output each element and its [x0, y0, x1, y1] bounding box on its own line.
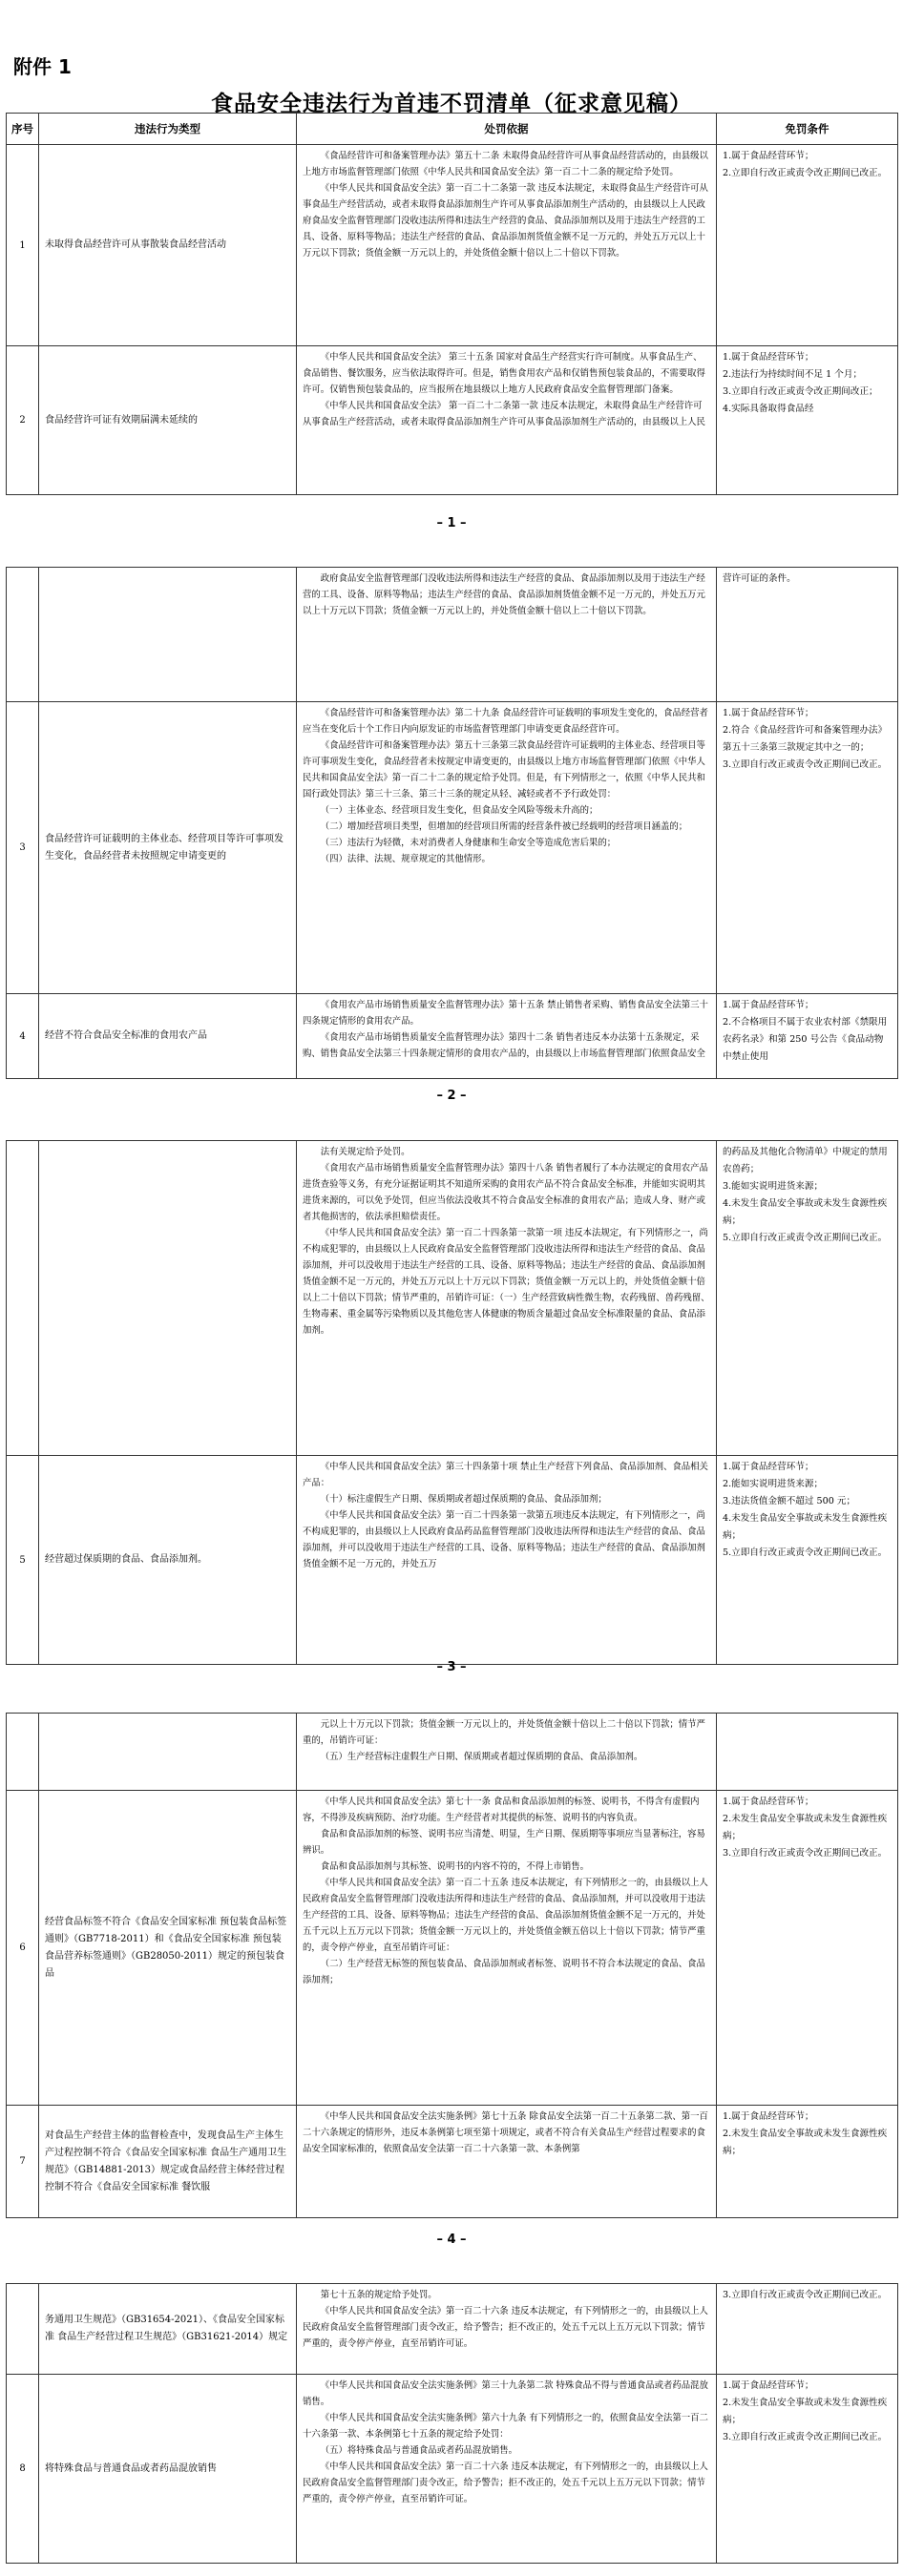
exemption-conditions-cell: [717, 145, 898, 346]
basis-paragraph: 《食品经营许可和备案管理办法》第二十九条 食品经营许可证载明的事项发生变化的，食品经营者应当在变化后十个工作日内向原发证的市场监督管理部门申请变更食品经营许可。: [303, 708, 708, 735]
violation-type-cell: 务通用卫生规范》（GB31654-2021）、《食品安全国家标准 食品生产经营过程卫生规范》（GB31621-2014）规定: [39, 2284, 297, 2375]
violation-type-cell: [39, 568, 297, 702]
table-page-4: [6, 1713, 898, 2218]
condition-item: 5.立即自行改正或责令改正期间已改正。: [723, 1233, 888, 1243]
penalty-basis-cell: [297, 346, 717, 495]
exemption-conditions-cell: [717, 2284, 898, 2375]
basis-paragraph: 《中华人民共和国食品安全法》第一百二十四条第一款第五项违反本法规定，有下列情形之一，尚不构成犯罪的，由县级以上人民政府食品药品监督管理部门没收违法所得和违法生产经营的食品、食品添加剂，并可以没收用于违法生产经营的工具、设备、原料等物品；违法生产经营的食品、食品添加剂货值金额不足一万元的，并处五万: [303, 1510, 705, 1569]
table-row: [7, 702, 898, 994]
exemption-conditions-cell: [717, 1456, 898, 1665]
basis-paragraph: （五）生产经营标注虚假生产日期、保质期或者超过保质期的食品、食品添加剂。: [320, 1752, 643, 1762]
basis-paragraph: 《中华人民共和国食品安全法》第一百二十六条 违反本法规定，有下列情形之一的，由县级以上人民政府食品安全监督管理部门责令改正，给予警告；拒不改正的，处五千元以上五万元以下罚款；情节严重的，责令停产停业，直至吊销许可证。: [303, 2306, 708, 2349]
table-page-1: [6, 113, 898, 495]
page-number: – 1 –: [436, 516, 467, 530]
condition-item: 3.立即自行改正或责令改正期间已改正。: [723, 759, 888, 770]
row-index: 6: [7, 1791, 39, 2106]
basis-paragraph: （二）生产经营无标签的预包装食品、食品添加剂或者标签、说明书不符合本法规定的食品、食品添加剂；: [303, 1959, 705, 1985]
row-index: 7: [7, 2106, 39, 2218]
condition-item: 3.违法货值金额不超过 500 元；: [723, 1496, 856, 1506]
table-page-5: [6, 2283, 898, 2564]
document-title: 食品安全违法行为首违不罚清单（征求意见稿）: [211, 92, 692, 116]
basis-paragraph: 《中华人民共和国食品安全法》第一百二十六条 违反本法规定，有下列情形之一的，由县级以上人民政府食品安全监督管理部门责令改正，给予警告；拒不改正的，处五千元以上五万元以下罚款；情节严重的，责令停产停业，直至吊销许可证。: [303, 2462, 708, 2504]
table-row: [7, 1791, 898, 2106]
exemption-conditions-cell: [717, 346, 898, 495]
page-number: – 3 –: [436, 1660, 467, 1674]
violation-type-cell: 食品经营许可证载明的主体业态、经营项目等许可事项发生变化，食品经营者未按照规定申请变更的: [39, 702, 297, 994]
basis-paragraph: 《中华人民共和国食品安全法实施条例》第六十九条 有下列情形之一的，依照食品安全法第一百二十六条第一款、本条例第七十五条的规定给予处罚：: [303, 2413, 708, 2440]
condition-item: 1.属于食品经营环节；: [723, 1000, 814, 1010]
basis-paragraph: 《中华人民共和国食品安全法》第一百二十二条第一款 违反本法规定，未取得食品生产经营许可从事食品生产经营活动，或者未取得食品添加剂生产许可从事食品添加剂生产活动的，由县级以上人民政府食品安全监督管理部门没收违法所得和违法生产经营的食品、食品添加剂以及用于违法生产经营的工具、设备、原料等物品；违法生产经营的食品、食品添加剂货值金额不足一万元的，并处五万元以上十万元以下罚款；货值金额一万元以上的，并处货值金额十倍以上二十倍以下罚款。: [303, 183, 708, 259]
table-page-3: [6, 1140, 898, 1665]
condition-item: 3.立即自行改正或责令改正期间改正；: [723, 386, 878, 397]
condition-item: 2.未发生食品安全事故或未发生食源性疾病；: [723, 1814, 888, 1841]
condition-item: 3.立即自行改正或责令改正期间已改正。: [723, 2290, 888, 2300]
header-violation-type: 违法行为类型: [39, 114, 297, 145]
violation-type-cell: 经营不符合食品安全标准的食用农产品: [39, 994, 297, 1079]
penalty-basis-cell: [297, 145, 717, 346]
violation-type-cell: [39, 1714, 297, 1791]
exemption-conditions-cell: [717, 2375, 898, 2564]
basis-paragraph: 《中华人民共和国食品安全法》第三十四条第十项 禁止生产经营下列食品、食品添加剂、食品相关产品：: [303, 1462, 708, 1488]
condition-item: 2.违法行为持续时间不足 1 个月；: [723, 369, 863, 380]
basis-paragraph: 《中华人民共和国食品安全法》 第一百二十二条第一款 违反本法规定，未取得食品生产经营许可从事食品生产经营活动，或者未取得食品添加剂生产许可从事食品添加剂生产活动的，由县级以上人民: [303, 401, 705, 427]
table-row: [7, 1714, 898, 1791]
table-row: [7, 145, 898, 346]
row-index: 1: [7, 145, 39, 346]
condition-item: 的药品及其他化合物清单》中规定的禁用农兽药；: [723, 1147, 888, 1174]
basis-paragraph: 《中华人民共和国食品安全法实施条例》第七十五条 除食品安全法第一百二十五条第二款、第一百二十六条规定的情形外，违反本条例第七项至第十项规定，或者不符合有关食品生产经营过程要求的食品安全国家标准的，依照食品安全法第一百二十六条第一款、本条例第: [303, 2111, 708, 2154]
page-number: – 4 –: [436, 2233, 467, 2247]
violation-type-cell: 将特殊食品与普通食品或者药品混放销售: [39, 2375, 297, 2564]
page-number: – 2 –: [436, 1089, 467, 1103]
table-row: [7, 2284, 898, 2375]
row-index: [7, 2284, 39, 2375]
condition-item: 1.属于食品经营环节；: [723, 151, 814, 161]
basis-paragraph: 《食品经营许可和备案管理办法》第五十二条 未取得食品经营许可从事食品经营活动的，由县级以上地方市场监督管理部门依照《中华人民共和国食品安全法》第一百二十二条的规定给予处罚。: [303, 151, 708, 177]
basis-paragraph: 《食用农产品市场销售质量安全监督管理办法》第十五条 禁止销售者采购、销售食品安全法第三十四条规定情形的食用农产品。: [303, 1000, 708, 1027]
row-index: 2: [7, 346, 39, 495]
basis-paragraph: （三）违法行为轻微，未对消费者人身健康和生命安全等造成危害后果的；: [320, 838, 617, 848]
condition-item: 1.属于食品经营环节；: [723, 1462, 814, 1472]
exemption-conditions-cell: [717, 1791, 898, 2106]
condition-item: 4.未发生食品安全事故或未发生食源性疾病；: [723, 1513, 888, 1541]
table-row: [7, 568, 898, 702]
penalty-basis-cell: [297, 1456, 717, 1665]
penalty-basis-cell: [297, 2375, 717, 2564]
table-row: [7, 994, 898, 1079]
attachment-label: 附件 1: [13, 55, 72, 78]
penalty-basis-cell: [297, 702, 717, 994]
condition-item: 2.不合格项目不属于农业农村部《禁限用农药名录》和第 250 号公告《食品动物中禁止使用: [723, 1017, 888, 1062]
basis-paragraph: （一）主体业态、经营项目发生变化，但食品安全风险等级未升高的；: [320, 805, 598, 816]
basis-paragraph: 《中华人民共和国食品安全法》第七十一条 食品和食品添加剂的标签、说明书，不得含有虚假内容，不得涉及疾病预防、治疗功能。生产经营者对其提供的标签、说明书的内容负责。: [303, 1797, 700, 1823]
basis-paragraph: 《中华人民共和国食品安全法》第一百二十四条第一款第一项 违反本法规定，有下列情形之一，尚不构成犯罪的，由县级以上人民政府食品安全监督管理部门没收违法所得和违法生产经营的食品、食品添加剂，并可以没收用于违法生产经营的工具、设备、原料等物品；违法生产经营的食品、食品添加剂货值金额不足一万元的，并处五万元以上十万元以下罚款；货值金额一万元以上的，并处货值金额十倍以上二十倍以下罚款；情节严重的，吊销许可证：（一）生产经营致病性微生物，农药残留、兽药残留、生物毒素、重金属等污染物质以及其他危害人体健康的物质含量超过食品安全标准限量的食品、食品添加剂。: [303, 1228, 710, 1336]
condition-item: 5.立即自行改正或责令改正期间已改正。: [723, 1548, 888, 1558]
exemption-conditions-cell: [717, 568, 898, 702]
condition-item: 1.属于食品经营环节；: [723, 1797, 814, 1807]
violation-type-cell: 未取得食品经营许可从事散装食品经营活动: [39, 145, 297, 346]
basis-paragraph: （五）将特殊食品与普通食品或者药品混放销售。: [320, 2445, 518, 2456]
row-index: [7, 1141, 39, 1456]
basis-paragraph: （十）标注虚假生产日期、保质期或者超过保质期的食品、食品添加剂；: [320, 1494, 607, 1505]
basis-paragraph: 法有关规定给予处罚。: [320, 1147, 410, 1157]
basis-paragraph: 《食品经营许可和备案管理办法》第五十三条第三款食品经营许可证载明的主体业态、经营项目等许可事项发生变化，食品经营者未按规定申请变更的，由县级以上地方市场监督管理部门依照《中华人民共和国食品安全法》第一百二十二条的规定给予处罚。但是，有下列情形之一，依照《中华人民共和国行政处罚法》第三十三条、第三十三条的规定从轻、减轻或者不予行政处罚：: [303, 740, 705, 800]
basis-paragraph: 食品和食品添加剂与其标签、说明书的内容不符的，不得上市销售。: [320, 1861, 590, 1872]
condition-item: 1.属于食品经营环节；: [723, 2380, 814, 2391]
condition-item: 1.属于食品经营环节；: [723, 2111, 814, 2122]
basis-paragraph: 《中华人民共和国食品安全法》第一百二十五条 违反本法规定，有下列情形之一的，由县级以上人民政府食品安全监督管理部门没收违法所得和违法生产经营的食品、食品添加剂，并可以没收用于违法生产经营的工具、设备、原料等物品；违法生产经营的食品、食品添加剂货值金额不足一万元的，并处五千元以上五万元以下罚款；货值金额一万元以上的，并处货值金额五倍以上十倍以下罚款；情节严重的，责令停产停业，直至吊销许可证：: [303, 1878, 708, 1953]
row-index: 8: [7, 2375, 39, 2564]
header-exemption-conditions: 免罚条件: [717, 114, 898, 145]
condition-item: 2.未发生食品安全事故或未发生食源性疾病；: [723, 2129, 888, 2156]
basis-paragraph: 《中华人民共和国食品安全法》 第三十五条 国家对食品生产经营实行许可制度。从事食品生产、食品销售、餐饮服务，应当依法取得许可。但是，销售食用农产品和仅销售预包装食品的，不需要取得许可。仅销售预包装食品的，应当报所在地县级以上地方人民政府食品安全监督管理部门备案。: [303, 352, 705, 395]
basis-paragraph: 政府食品安全监督管理部门没收违法所得和违法生产经营的食品、食品添加剂以及用于违法生产经营的工具、设备、原料等物品；违法生产经营的食品、食品添加剂货值金额不足一万元的，并处五万元以上十万元以下罚款；货值金额一万元以上的，并处货值金额十倍以上二十倍以下罚款。: [303, 573, 705, 616]
table-page-2: [6, 567, 898, 1079]
table-row: [7, 2375, 898, 2564]
condition-item: 3.能如实说明进货来源；: [723, 1181, 824, 1192]
basis-paragraph: （二）增加经营项目类型，但增加的经营项目所需的经营条件被已经载明的经营项目涵盖的；: [320, 821, 688, 832]
basis-paragraph: 《中华人民共和国食品安全法实施条例》第三十九条第二款 特殊食品不得与普通食品或者药品混放销售。: [303, 2380, 708, 2407]
condition-item: 2.未发生食品安全事故或未发生食源性疾病；: [723, 2398, 888, 2425]
condition-item: 3.立即自行改正或责令改正期间已改正。: [723, 2432, 888, 2442]
basis-paragraph: 元以上十万元以下罚款；货值金额一万元以上的，并处货值金额十倍以上二十倍以下罚款；情节严重的，吊销许可证：: [303, 1719, 705, 1746]
penalty-basis-cell: [297, 2284, 717, 2375]
row-index: 5: [7, 1456, 39, 1665]
violation-type-cell: 对食品生产经营主体的监督检查中，发现食品生产主体生产过程控制不符合《食品安全国家标准 食品生产通用卫生规范》（GB14881-2013）规定或食品经营主体经营过程控制不符合《食品安全国家标准 餐饮服: [39, 2106, 297, 2218]
row-index: [7, 568, 39, 702]
condition-item: 2.立即自行改正或责令改正期间已改正。: [723, 168, 888, 178]
condition-item: 4.实际具备取得食品经: [723, 404, 814, 414]
exemption-conditions-cell: [717, 1714, 898, 1791]
table-row: [7, 1141, 898, 1456]
table-row: [7, 2106, 898, 2218]
condition-item: 营许可证的条件。: [723, 573, 796, 584]
exemption-conditions-cell: [717, 702, 898, 994]
penalty-basis-cell: [297, 1141, 717, 1456]
header-penalty-basis: 处罚依据: [297, 114, 717, 145]
basis-paragraph: 《食用农产品市场销售质量安全监督管理办法》第四十八条 销售者履行了本办法规定的食用农产品进货查验等义务，有充分证据证明其不知道所采购的食用农产品不符合食品安全标准，并能如实说明其进货来源的，可以免予处罚，但应当依法没收其不符合食品安全标准的食用农产品；造成人身、财产或者其他损害的，依法承担赔偿责任。: [303, 1163, 708, 1222]
exemption-conditions-cell: [717, 994, 898, 1079]
violation-type-cell: 食品经营许可证有效期届满未延续的: [39, 346, 297, 495]
condition-item: 1.属于食品经营环节；: [723, 352, 814, 363]
violation-type-cell: 经营超过保质期的食品、食品添加剂。: [39, 1456, 297, 1665]
condition-item: 3.立即自行改正或责令改正期间已改正。: [723, 1848, 888, 1859]
condition-item: 4.未发生食品安全事故或未发生食源性疾病；: [723, 1198, 888, 1226]
table-row: [7, 1456, 898, 1665]
row-index: [7, 1714, 39, 1791]
row-index: 4: [7, 994, 39, 1079]
violation-type-cell: 经营食品标签不符合《食品安全国家标准 预包装食品标签通则》（GB7718-2011）和《食品安全国家标准 预包装食品营养标签通则》（GB28050-2011）规定的预包装食品: [39, 1791, 297, 2106]
header-index: 序号: [7, 114, 39, 145]
basis-paragraph: 《食用农产品市场销售质量安全监督管理办法》第四十二条 销售者违反本办法第十五条规定，采购、销售食品安全法第三十四条规定情形的食用农产品的，由县级以上市场监督管理部门依照食品安全: [303, 1032, 705, 1059]
condition-item: 2.能如实说明进货来源；: [723, 1479, 824, 1489]
penalty-basis-cell: [297, 1714, 717, 1791]
violation-type-cell: [39, 1141, 297, 1456]
table-row: [7, 346, 898, 495]
exemption-conditions-cell: [717, 1141, 898, 1456]
basis-paragraph: 食品和食品添加剂的标签、说明书应当清楚、明显，生产日期、保质期等事项应当显著标注，容易辨识。: [303, 1829, 705, 1856]
table-header-row: [7, 114, 898, 145]
penalty-basis-cell: [297, 568, 717, 702]
basis-paragraph: 第七十五条的规定给予处罚。: [320, 2290, 437, 2300]
row-index: 3: [7, 702, 39, 994]
condition-item: 2.符合《食品经营许可和备案管理办法》第五十三条第三款规定其中之一的；: [723, 725, 888, 753]
penalty-basis-cell: [297, 1791, 717, 2106]
exemption-conditions-cell: [717, 2106, 898, 2218]
penalty-basis-cell: [297, 2106, 717, 2218]
basis-paragraph: （四）法律、法规、规章规定的其他情形。: [320, 854, 491, 864]
condition-item: 1.属于食品经营环节；: [723, 708, 814, 718]
penalty-basis-cell: [297, 994, 717, 1079]
